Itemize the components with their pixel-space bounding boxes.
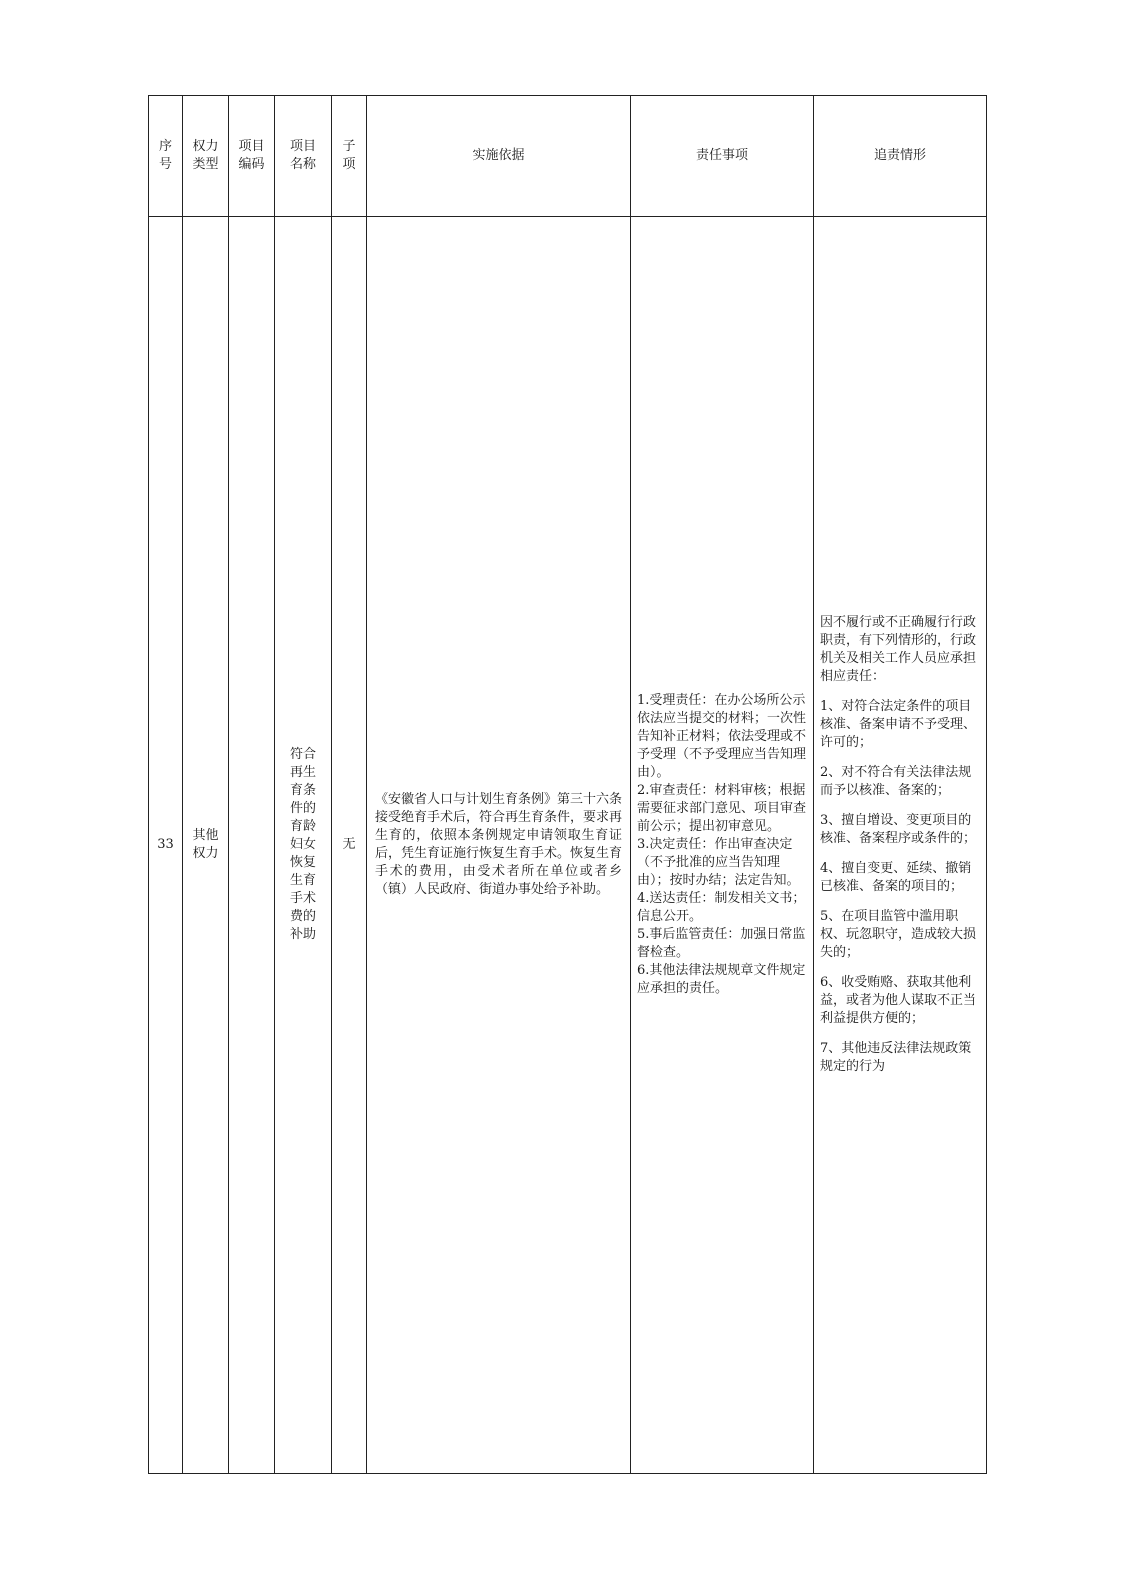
cell-item-code: [229, 217, 275, 1474]
accountability-item: 6、收受贿赂、获取其他利益，或者为他人谋取不正当利益提供方便的；: [820, 975, 977, 1026]
header-item-name: 项目名称: [275, 96, 332, 217]
header-item-code: 项目编码: [229, 96, 275, 217]
duty-item: 3.决定责任：作出审查决定（不予批准的应当告知理由）；按时办结；法定告知。: [637, 837, 800, 888]
table-header-row: [149, 96, 987, 217]
header-accountability: 追责情形: [814, 96, 987, 217]
accountability-item: 2、对不符合有关法律法规而予以核准、备案的；: [820, 765, 972, 798]
table-row: [149, 217, 987, 1474]
header-basis: 实施依据: [367, 96, 631, 217]
cell-sub-item: 无: [332, 217, 367, 1474]
cell-seq: 33: [149, 217, 183, 1474]
cell-power-type: 其他权力: [183, 217, 229, 1474]
header-sub-item: 子项: [332, 96, 367, 217]
power-list-table: [148, 95, 987, 1474]
header-seq: 序号: [149, 96, 183, 217]
accountability-item: 3、擅自增设、变更项目的核准、备案程序或条件的；: [820, 813, 977, 846]
duty-item: 2.审查责任：材料审核；根据需要征求部门意见、项目审查前公示；提出初审意见。: [637, 783, 807, 834]
accountability-item: 1、对符合法定条件的项目核准、备案申请不予受理、许可的；: [820, 699, 977, 750]
duty-item: 5.事后监管责任：加强日常监督检查。: [637, 927, 806, 960]
header-duties: 责任事项: [631, 96, 814, 217]
accountability-intro: 因不履行或不正确履行行政职责，有下列情形的，行政机关及相关工作人员应承担相应责任：: [820, 615, 977, 684]
cell-item-name: 符合再生育条件的育龄妇女恢复生育手术费的补助: [275, 217, 332, 1474]
duty-item: 4.送达责任：制发相关文书；信息公开。: [637, 891, 806, 924]
cell-accountability: [814, 217, 987, 1474]
duty-item: 1.受理责任：在办公场所公示依法应当提交的材料；一次性告知补正材料；依法受理或不予受理（不予受理应当告知理由）。: [637, 693, 807, 780]
duty-item: 6.其他法律法规规章文件规定应承担的责任。: [637, 963, 806, 996]
cell-duties: [631, 217, 814, 1474]
accountability-item: 7、其他违反法律法规政策规定的行为: [820, 1041, 972, 1074]
accountability-item: 4、擅自变更、延续、撤销已核准、备案的项目的；: [820, 861, 972, 894]
cell-basis: 《安徽省人口与计划生育条例》第三十六条 接受绝育手术后，符合再生育条件，要求再生育的，依照本条例规定申请领取生育证后，凭生育证施行恢复生育手术。恢复生育手术的费用，由受术者所在单位或者乡（镇）人民政府、街道办事处给予补助。: [367, 217, 631, 1474]
header-power-type: 权力类型: [183, 96, 229, 217]
accountability-item: 5、在项目监管中滥用职权、玩忽职守，造成较大损失的；: [820, 909, 977, 960]
